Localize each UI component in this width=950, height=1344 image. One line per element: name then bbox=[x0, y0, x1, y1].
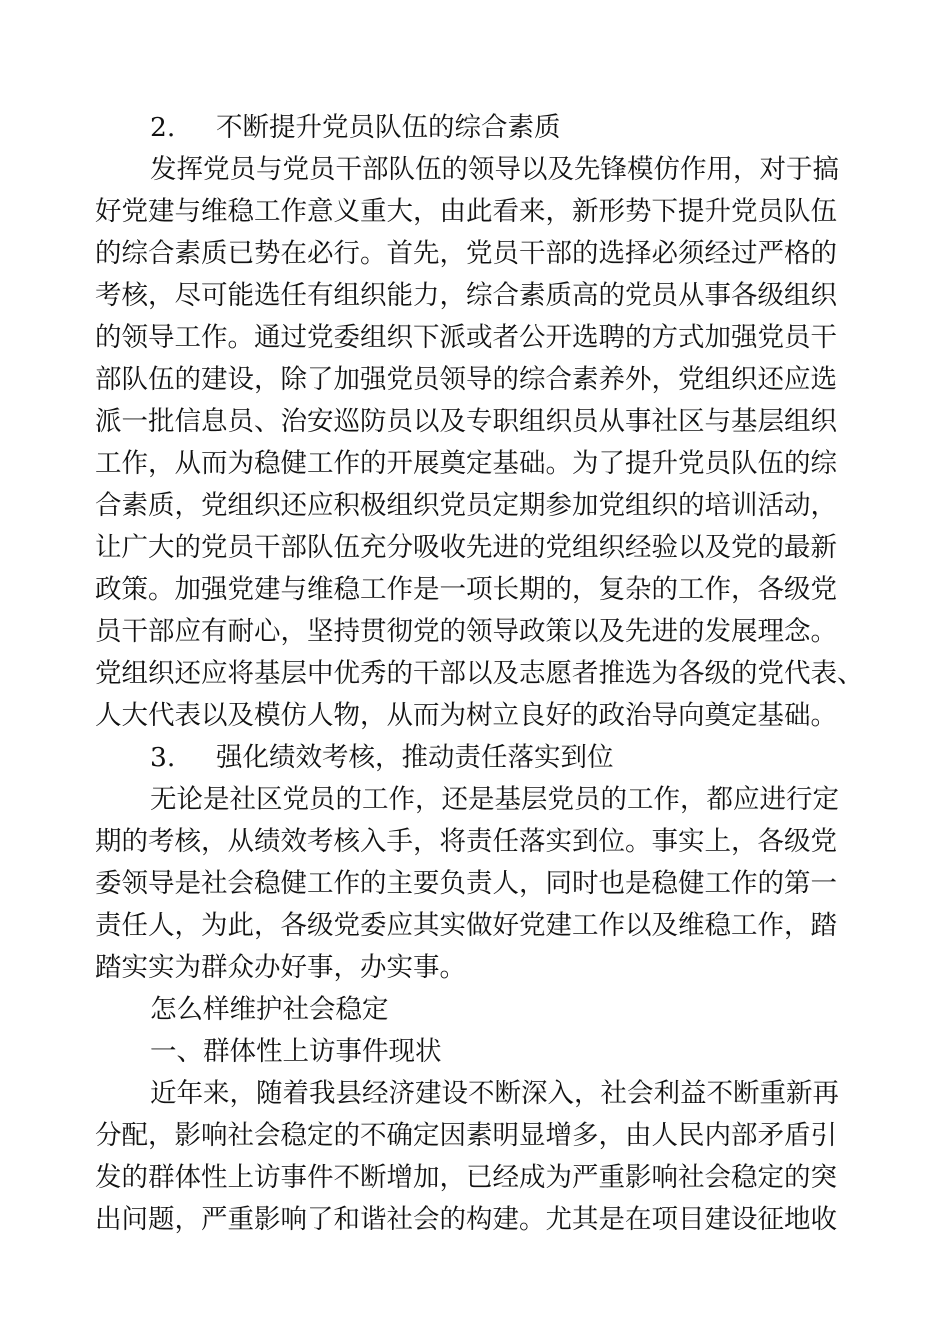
paragraph-3-line: 近年来，随着我县经济建设不断深入，社会利益不断重新再 bbox=[150, 1078, 839, 1109]
paragraph-1-line: 好党建与维稳工作意义重大，由此看来，新形势下提升党员队伍 bbox=[95, 196, 837, 227]
paragraph-1-line: 部队伍的建设，除了加强党员领导的综合素养外，党组织还应选 bbox=[95, 364, 837, 395]
paragraph-3-line: 分配，影响社会稳定的不确定因素明显增多，由人民内部矛盾引 bbox=[95, 1120, 837, 1151]
paragraph-1-line: 工作，从而为稳健工作的开展奠定基础。为了提升党员队伍的综 bbox=[95, 448, 837, 479]
section-2-number: 2. bbox=[150, 112, 176, 143]
paragraph-1-line: 人大代表以及模仿人物，从而为树立良好的政治导向奠定基础。 bbox=[95, 700, 837, 731]
paragraph-1-line: 派一批信息员、治安巡防员以及专职组织员从事社区与基层组织 bbox=[95, 406, 837, 437]
paragraph-3-line: 发的群体性上访事件不断增加，已经成为严重影响社会稳定的突 bbox=[95, 1162, 837, 1193]
paragraph-1-line: 让广大的党员干部队伍充分吸收先进的党组织经验以及党的最新 bbox=[95, 532, 837, 563]
paragraph-2-line: 委领导是社会稳健工作的主要负责人，同时也是稳健工作的第一 bbox=[95, 868, 837, 899]
paragraph-2-line: 无论是社区党员的工作，还是基层党员的工作，都应进行定 bbox=[150, 784, 839, 815]
paragraph-1-line: 员干部应有耐心，坚持贯彻党的领导政策以及先进的发展理念。 bbox=[95, 616, 837, 647]
section-2-heading bbox=[150, 108, 561, 152]
section-3-title: 强化绩效考核，推动责任落实到位 bbox=[216, 742, 614, 773]
paragraph-2-line: 责任人，为此，各级党委应其实做好党建工作以及维稳工作，踏 bbox=[95, 910, 837, 941]
paragraph-1-line: 的领导工作。通过党委组织下派或者公开选聘的方式加强党员干 bbox=[95, 322, 837, 353]
section-2-title: 不断提升党员队伍的综合素质 bbox=[216, 112, 561, 143]
paragraph-1-line: 发挥党员与党员干部队伍的领导以及先锋模仿作用，对于搞 bbox=[150, 154, 839, 185]
paragraph-1-line: 党组织还应将基层中优秀的干部以及志愿者推选为各级的党代表、 bbox=[95, 658, 864, 689]
paragraph-1-line: 的综合素质已势在必行。首先，党员干部的选择必须经过严格的 bbox=[95, 238, 837, 269]
article-title: 怎么样维护社会稳定 bbox=[150, 994, 389, 1025]
paragraph-1-line: 政策。加强党建与维稳工作是一项长期的，复杂的工作，各级党 bbox=[95, 574, 837, 605]
section-3-heading bbox=[150, 738, 614, 782]
paragraph-1-line: 合素质，党组织还应积极组织党员定期参加党组织的培训活动， bbox=[95, 490, 837, 521]
paragraph-2-line: 期的考核，从绩效考核入手，将责任落实到位。事实上，各级党 bbox=[95, 826, 837, 857]
paragraph-2-line: 踏实实为群众办好事，办实事。 bbox=[95, 952, 466, 983]
part-1-heading: 一、群体性上访事件现状 bbox=[150, 1036, 442, 1067]
paragraph-1-line: 考核，尽可能选任有组织能力，综合素质高的党员从事各级组织 bbox=[95, 280, 837, 311]
section-3-number: 3. bbox=[150, 742, 176, 773]
paragraph-3-line: 出问题，严重影响了和谐社会的构建。尤其是在项目建设征地收 bbox=[95, 1204, 837, 1235]
